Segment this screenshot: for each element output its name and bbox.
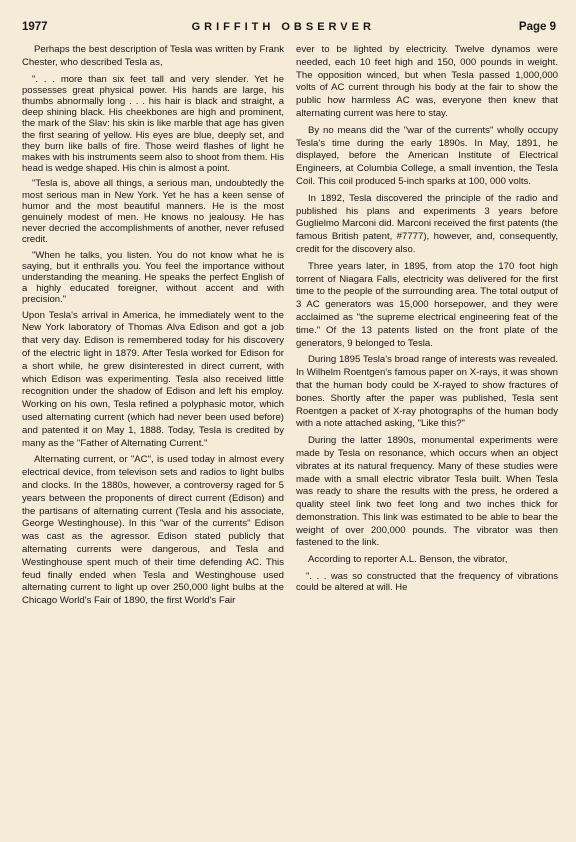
paragraph: Upon Tesla's arrival in America, he immediately went to the New York laboratory of Thomas Alva Edison and got a job that very day. Edison is remembered today for his discovery of the electric light in 1879. After Tesla worked for Edison for a short while, he grew disinterested in direct current, with which Edison was experimenting. Tesla also received little recognition under the shadow of Edison and left his employ. Working on his own, Tesla refined a polyphasic motor, which used alternating current (which had never been used before) and patented it on May 1, 1888. Today, Tesla is credited by many as the "Father of Alternating Current."	[22, 309, 284, 449]
paragraph: During the latter 1890s, monumental experiments were made by Tesla on resonance, which occurs when an object vibrates at its natural frequency. Many of these studies were made with a small electric vibrator Tesla built. When Tesla was ready to share the results with the press, he ordered a quality steel link two feet long and two inches thick for demonstration. This link was estimated to be able to bear the weight of over 200,000 pounds. The vibrator was then fastened to the link.	[296, 435, 558, 549]
page-header	[22, 20, 556, 34]
paragraph: ever to be lighted by electricity. Twelve dynamos were needed, each 10 feet high and 150, 000 pounds in weight. The opposition winced, but when Tesla passed 1,000,000 volts of AC current through his body at the fair to show the public how harmless AC was, everyone then knew that alternating current was here to stay.	[296, 44, 558, 119]
header-publication-title: GRIFFITH OBSERVER	[191, 21, 375, 33]
paragraph: Perhaps the best description of Tesla was written by Frank Chester, who described Tesla as,	[22, 44, 284, 68]
paragraph: Three years later, in 1895, from atop the 170 foot high torrent of Niagara Falls, electricity was delivered for the first time to the people of the surrounding area. The total output of 3 AC generators was 15,000 horsepower, and they were acclaimed as "the supreme electrical engineering feat of the time." Of the 13 patents listed on the front plate of the generators, 9 belonged to Tesla.	[296, 260, 558, 349]
right-column	[296, 44, 558, 612]
paragraph: In 1892, Tesla discovered the principle of the radio and published his plans and experiments 3 years before Guglielmo Marconi did. Marconi received the first patents (the famous British patent, #7777), however, and, consequently, credit for the discovery also.	[296, 192, 558, 255]
block-quote: ". . . was so constructed that the frequency of vibrations could be altered at will. He	[296, 571, 558, 594]
article-columns	[22, 44, 558, 612]
paragraph: By no means did the "war of the currents" wholly occupy Tesla's time during the early 1890s. In May, 1891, he displayed, before the American Institute of Electrical Engineers, at Columbia College, a small invention, the Tesla Coil. This coil produced 5-inch sparks at 100, 000 volts.	[296, 124, 558, 187]
block-quote: "When he talks, you listen. You do not know what he is saying, but it enthralls you. You feel the importance without understanding the meaning. He speaks the perfect English of a highly educated foreigner, without accent and with precision."	[22, 249, 284, 306]
paragraph: During 1895 Tesla's broad range of interests was revealed. In Wilhelm Roentgen's famous paper on X-rays, it was shown that the human body could be X-rayed to show fractures of bones. Shortly after the paper was published, Tesla sent Roentgen a packet of X-ray photographs of the human body with a note attached asking, "Like this?"	[296, 354, 558, 430]
header-page-number: Page 9	[518, 21, 556, 33]
block-quote: ". . . more than six feet tall and very slender. Yet he possesses great physical power. His hands are large, his thumbs abnormally long . . . his hair is black and straight, a deep shining black. His cheekbones are high and prominent, the mark of the Slav: his skin is like marble that age has given the first searing of yellow. His eyes are blue, deeply set, and they burn like balls of fire. Those weird flashes of light he makes with his instruments seem also to shoot from them. His head is wedge shaped. His chin is almost a point.	[22, 73, 284, 175]
header-year: 1977	[22, 21, 48, 33]
paragraph: Alternating current, or "AC", is used today in almost every electrical device, from televison sets and radios to light bulbs and clocks. In the 1880s, however, a controversy raged for 5 years between the proponents of direct current (Edison) and the partisans of alternating current (Tesla and his associate, George Westinghouse). In this "war of the currents" Edison was cast as the agressor. Edison stated publicly that alternating currents were dangerous, and Tesla and Westinghouse spent much of their time defending AC. This feud finally ended when Tesla and Westinghouse used alternating current to light up over 250,000 light bulbs at the Chicago World's Fair of 1890, the first World's Fair	[22, 454, 284, 607]
block-quote: "Tesla is, above all things, a serious man, undoubtedly the most serious man in New York. Yet he has a keen sense of humor and the most beautiful manners. He is the most genuinely modest of men. He knows no jealousy. He has never decried the accomplishments of another, never refused credit.	[22, 178, 284, 246]
left-column	[22, 44, 284, 612]
paragraph: According to reporter A.L. Benson, the vibrator,	[308, 554, 508, 566]
